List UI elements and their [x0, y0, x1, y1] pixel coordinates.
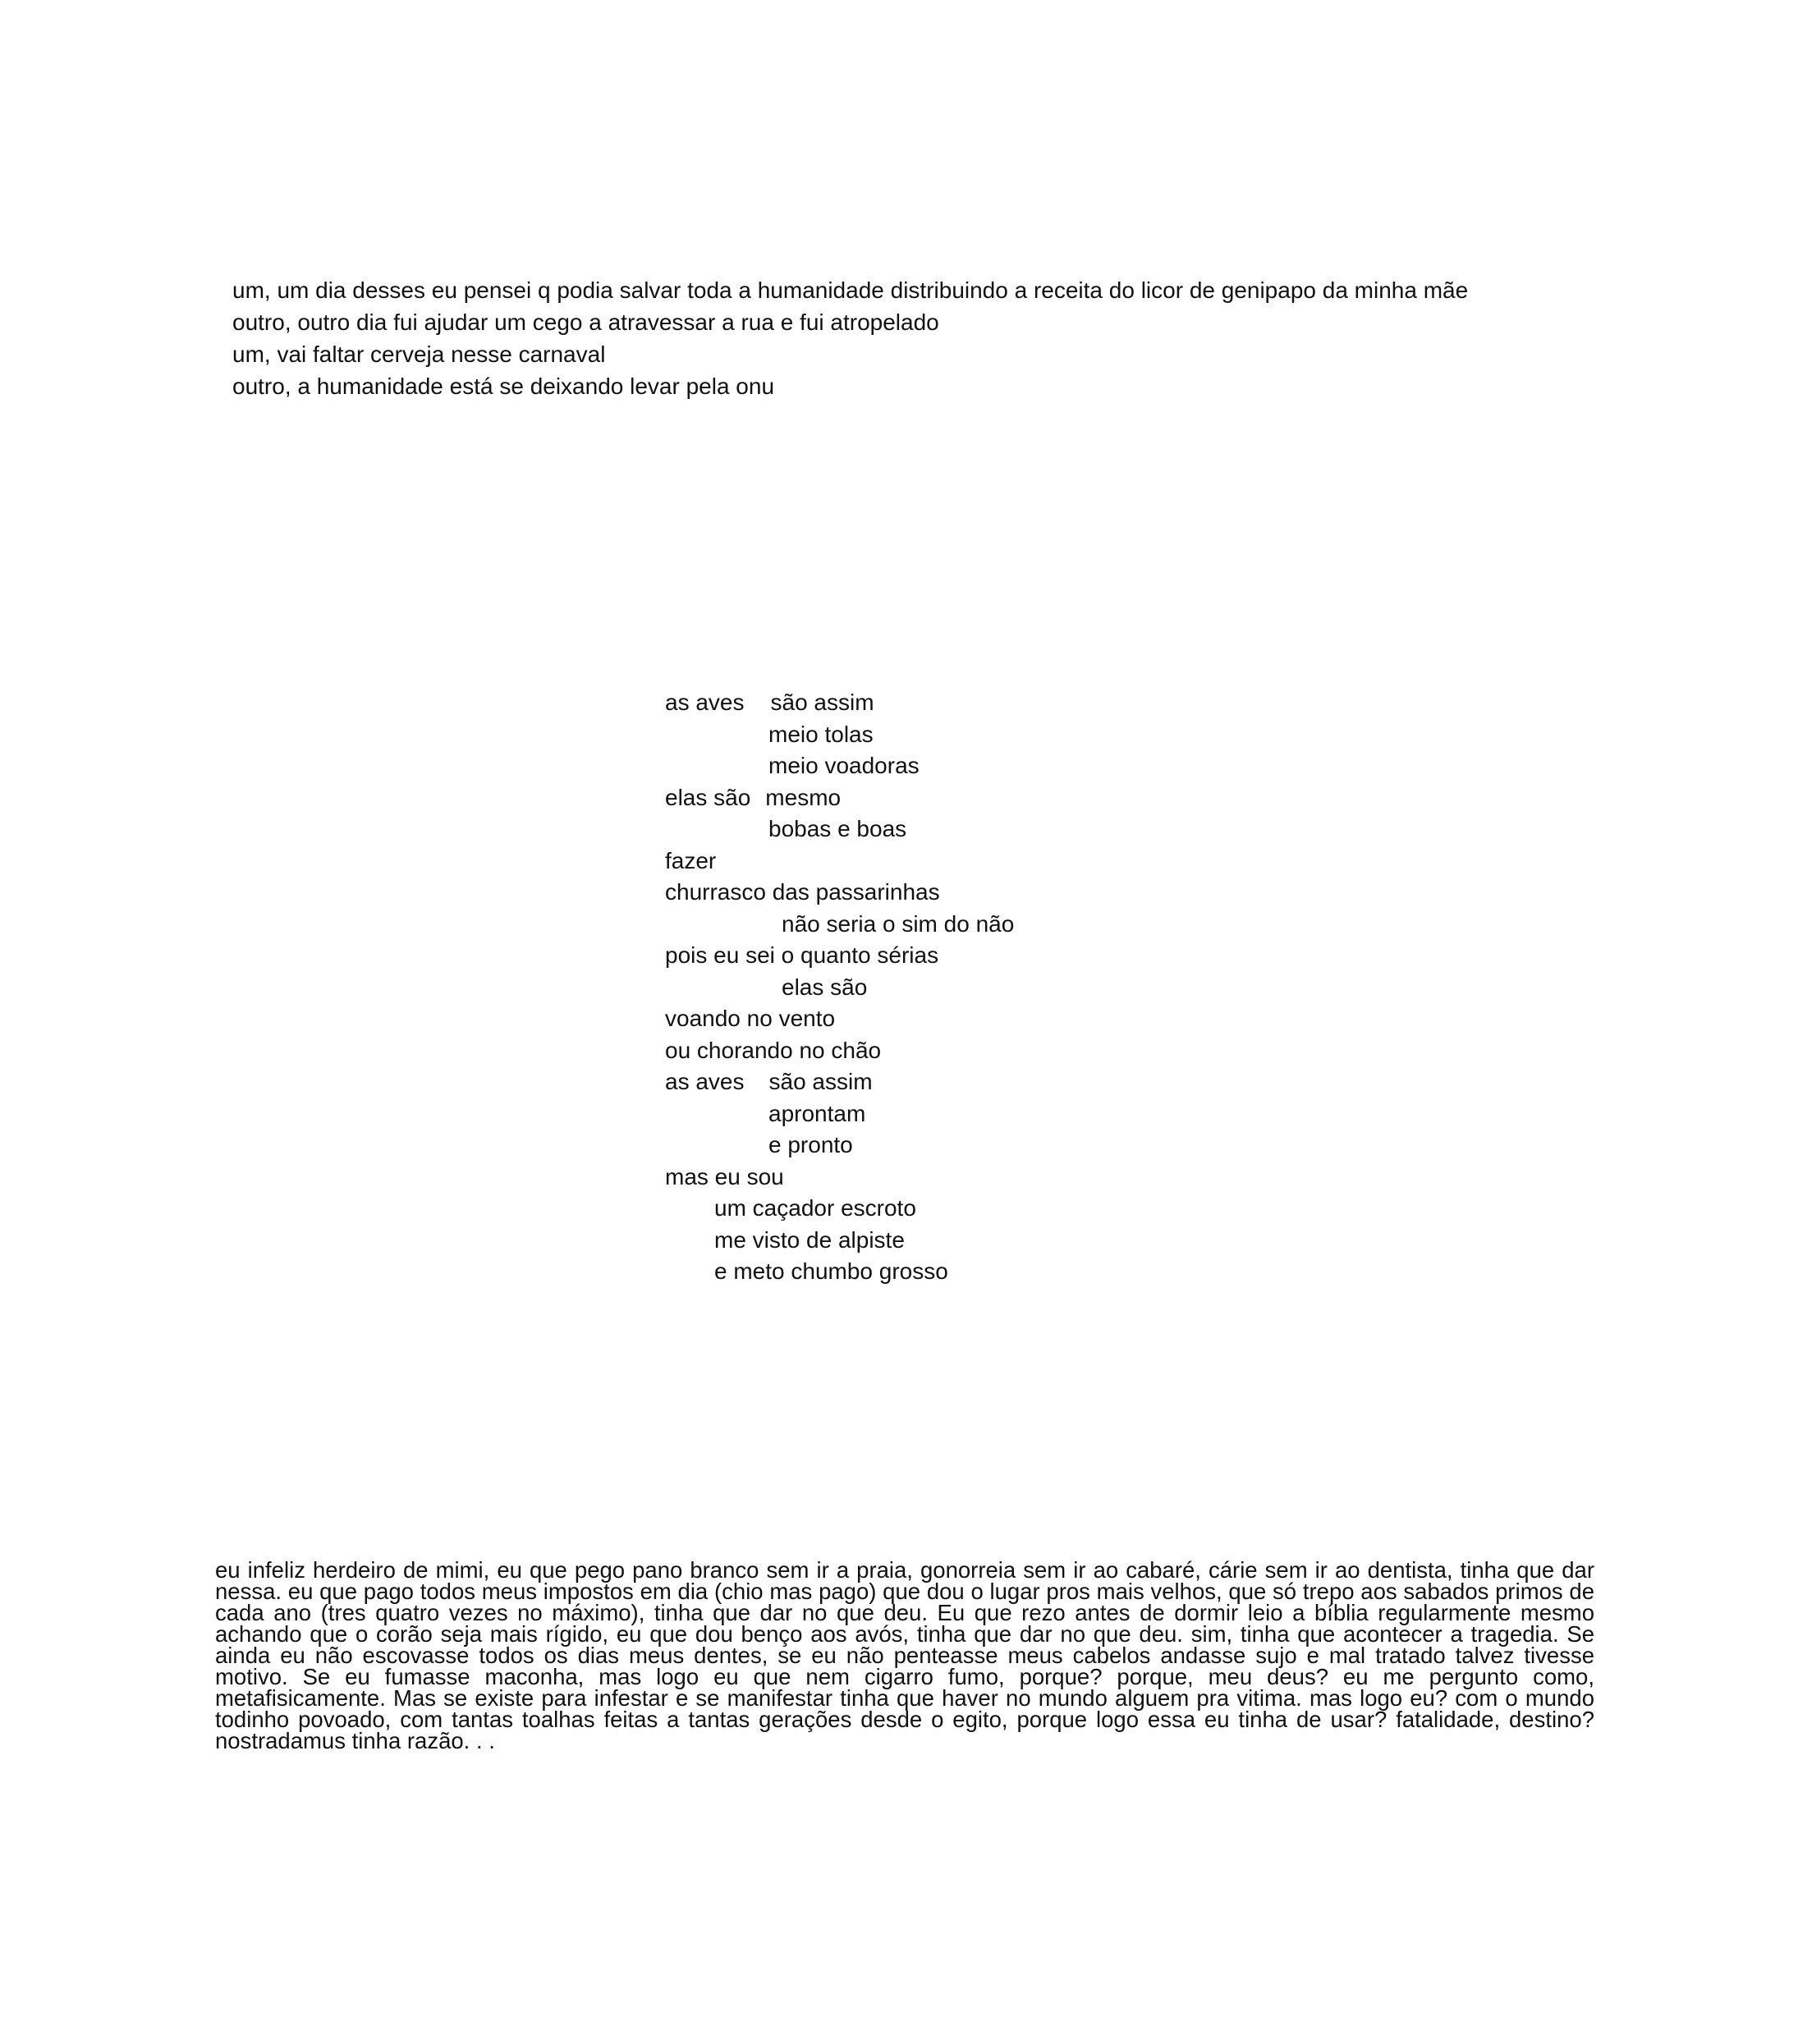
- poem-line: pois eu sei o quanto sérias: [665, 942, 939, 968]
- dialogue-block: [232, 274, 1468, 402]
- poem-line: não seria o sim do não: [782, 910, 1015, 937]
- poem-line: mas eu sou: [665, 1163, 784, 1189]
- poem-line: ou chorando no chão: [665, 1037, 882, 1063]
- poem-line: aprontam: [768, 1100, 866, 1126]
- dialogue-line: outro, a humanidade está se deixando levar pela onu: [232, 374, 775, 399]
- poem-line: voando no vento: [665, 1006, 836, 1031]
- poem-line: um caçador escroto: [714, 1195, 916, 1221]
- poem-line: e pronto: [768, 1132, 853, 1157]
- poem-line: churrasco das passarinhas: [665, 879, 940, 905]
- prose-paragraph: eu infeliz herdeiro de mimi, eu que pego pano branco sem ir a praia, gonorreia sem ir ao cabaré, cárie sem ir ao dentista, tinha que dar nessa. eu que pago todos meus impostos em dia (chio mas pago) que dou o lugar pros mais velhos, que só trepo aos sabados primos de cada ano (tres quatro vezes no máximo), tinha que dar no que deu. Eu que rezo antes de dormir leio a bíblia regularmente mesmo achando que o corão seja mais rígido, eu que dou benço aos avós, tinha que dar no que deu. sim, tinha que acontecer a tragedia. Se ainda eu não escovasse todos os dias meus dentes, se eu não penteasse meus cabelos andasse sujo e mal tratado talvez tivesse motivo. Se eu fumasse maconha, mas logo eu que nem cigarro fumo, porque? porque, meu deus? eu me pergunto como, metafisicamente. Mas se existe para infestar e se manifestar tinha que haver no mundo alguem pra vitima. mas logo eu? com o mundo todinho povoado, com tantas toalhas feitas a tantas gerações desde o egito, porque logo essa eu tinha de usar? fatalidade, destino? nostradamus tinha razão. . .: [215, 1557, 1594, 1753]
- poem-line: bobas e boas: [768, 816, 907, 841]
- poem-line: [665, 687, 1014, 719]
- poem-line: [665, 1066, 1014, 1098]
- poem-phrase: mesmo: [765, 784, 842, 810]
- dialogue-line: um, vai faltar cerveja nesse carnaval: [232, 341, 606, 367]
- poem-line: fazer: [665, 847, 717, 873]
- poem-line: meio voadoras: [768, 753, 920, 778]
- dialogue-line: um, um dia desses eu pensei q podia salvar toda a humanidade distribuindo a receita do licor de genipapo da minha mãe: [232, 277, 1469, 303]
- poem-line: e meto chumbo grosso: [714, 1258, 948, 1284]
- poem-phrase: as aves: [665, 1069, 745, 1094]
- poem-phrase: são assim: [768, 1069, 873, 1094]
- poem-block: [665, 687, 1014, 1288]
- poem-phrase: as aves: [665, 690, 745, 715]
- poem-line: meio tolas: [768, 721, 874, 747]
- poem-phrase: elas são: [665, 784, 751, 810]
- poem-line: elas são: [782, 974, 868, 1000]
- poem-phrase: são assim: [770, 690, 874, 715]
- poem-line: [665, 782, 1014, 814]
- dialogue-line: outro, outro dia fui ajudar um cego a atravessar a rua e fui atropelado: [232, 309, 939, 335]
- poem-line: me visto de alpiste: [714, 1226, 905, 1253]
